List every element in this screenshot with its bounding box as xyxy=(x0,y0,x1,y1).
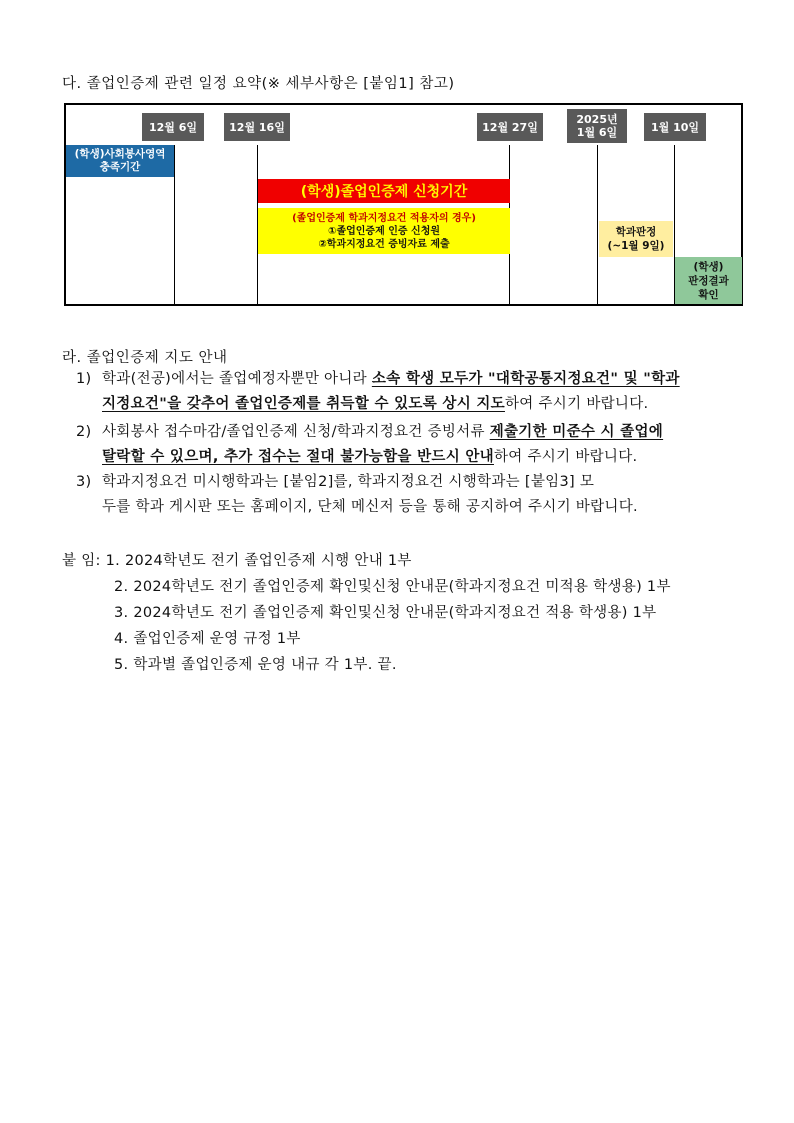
item-number: 2) xyxy=(76,424,92,440)
attachment-5: 5. 학과별 졸업인증제 운영 내규 각 1부. 끝. xyxy=(114,657,397,673)
attachment-1: 붙 임: 1. 2024학년도 전기 졸업인증제 시행 안내 1부 xyxy=(62,553,412,569)
judgement-label: 학과판정 xyxy=(615,226,657,238)
timeline-divider xyxy=(174,145,175,304)
application-period-box: (학생)졸업인증제 신청기간 xyxy=(258,179,510,203)
dept-requirement-box xyxy=(258,208,510,254)
dept-requirement-condition: (졸업인증제 학과지정요건 적용자의 경우) xyxy=(292,212,476,224)
attachment-3: 3. 2024학년도 전기 졸업인증제 확인및신청 안내문(학과지정요건 적용 학생용) 1부 xyxy=(114,605,657,621)
guidance-item-3 xyxy=(76,470,746,520)
section-da-heading: 다. 졸업인증제 관련 일정 요약(※ 세부사항은 [붙임1] 참고) xyxy=(62,76,455,92)
date-dec-16: 12월 16일 xyxy=(224,113,290,141)
volunteer-label: (학생)사회봉사영역 xyxy=(74,148,166,160)
section-ra-heading: 라. 졸업인증제 지도 안내 xyxy=(62,350,228,366)
date-jan-6-day: 1월 6일 xyxy=(576,126,618,139)
dept-requirement-step-1: ①졸업인증제 인증 신청원 xyxy=(327,225,441,237)
result-label-2: 판정결과 xyxy=(688,274,729,287)
item-emphasis: 소속 학생 모두가 "대학공통지정요건" 및 "학과 xyxy=(371,371,680,387)
timeline-divider xyxy=(597,145,598,304)
dept-requirement-step-2: ②학과지정요건 증빙자료 제출 xyxy=(318,238,450,250)
item-text: 사회봉사 접수마감/졸업인증제 신청/학과지정요건 증빙서류 xyxy=(102,424,490,440)
date-dec-27: 12월 27일 xyxy=(477,113,543,141)
result-label-3: 확인 xyxy=(698,288,719,301)
item-number: 3) xyxy=(76,474,92,490)
judgement-deadline: (~1월 9일) xyxy=(607,240,665,252)
result-check-box xyxy=(675,257,742,304)
item-text: 하여 주시기 바랍니다. xyxy=(493,449,638,465)
attachment-4: 4. 졸업인증제 운영 규정 1부 xyxy=(114,631,301,647)
item-text: 하여 주시기 바랍니다. xyxy=(504,396,649,412)
volunteer-period-box xyxy=(66,145,174,177)
item-emphasis: 탈락할 수 있으며, 추가 접수는 절대 불가능함을 반드시 안내 xyxy=(102,449,494,465)
dept-judgement-box xyxy=(599,221,673,257)
date-jan-10: 1월 10일 xyxy=(644,113,706,141)
result-label-1: (학생) xyxy=(693,260,724,273)
guidance-item-2 xyxy=(76,420,746,470)
item-number: 1) xyxy=(76,371,92,387)
item-text: 두를 학과 게시판 또는 홈페이지, 단체 메신저 등을 통해 공지하여 주시기 바랍니다. xyxy=(102,499,638,515)
guidance-item-1 xyxy=(76,367,746,417)
item-text: 학과지정요건 미시행학과는 [붙임2]를, 학과지정요건 시행학과는 [붙임3] 모 xyxy=(102,474,595,490)
schedule-timeline xyxy=(64,103,743,306)
item-text: 학과(전공)에서는 졸업예정자뿐만 아니라 xyxy=(102,371,372,387)
volunteer-label-2: 충족기간 xyxy=(99,161,141,173)
attachment-2: 2. 2024학년도 전기 졸업인증제 확인및신청 안내문(학과지정요건 미적용 학생용) 1부 xyxy=(114,579,671,595)
item-emphasis: 지정요건"을 갖추어 졸업인증제를 취득할 수 있도록 상시 지도 xyxy=(102,396,505,412)
item-emphasis: 제출기한 미준수 시 졸업에 xyxy=(489,424,664,440)
date-dec-6: 12월 6일 xyxy=(142,113,204,141)
date-jan-6 xyxy=(567,109,627,143)
date-jan-6-year: 2025년 xyxy=(576,113,618,126)
